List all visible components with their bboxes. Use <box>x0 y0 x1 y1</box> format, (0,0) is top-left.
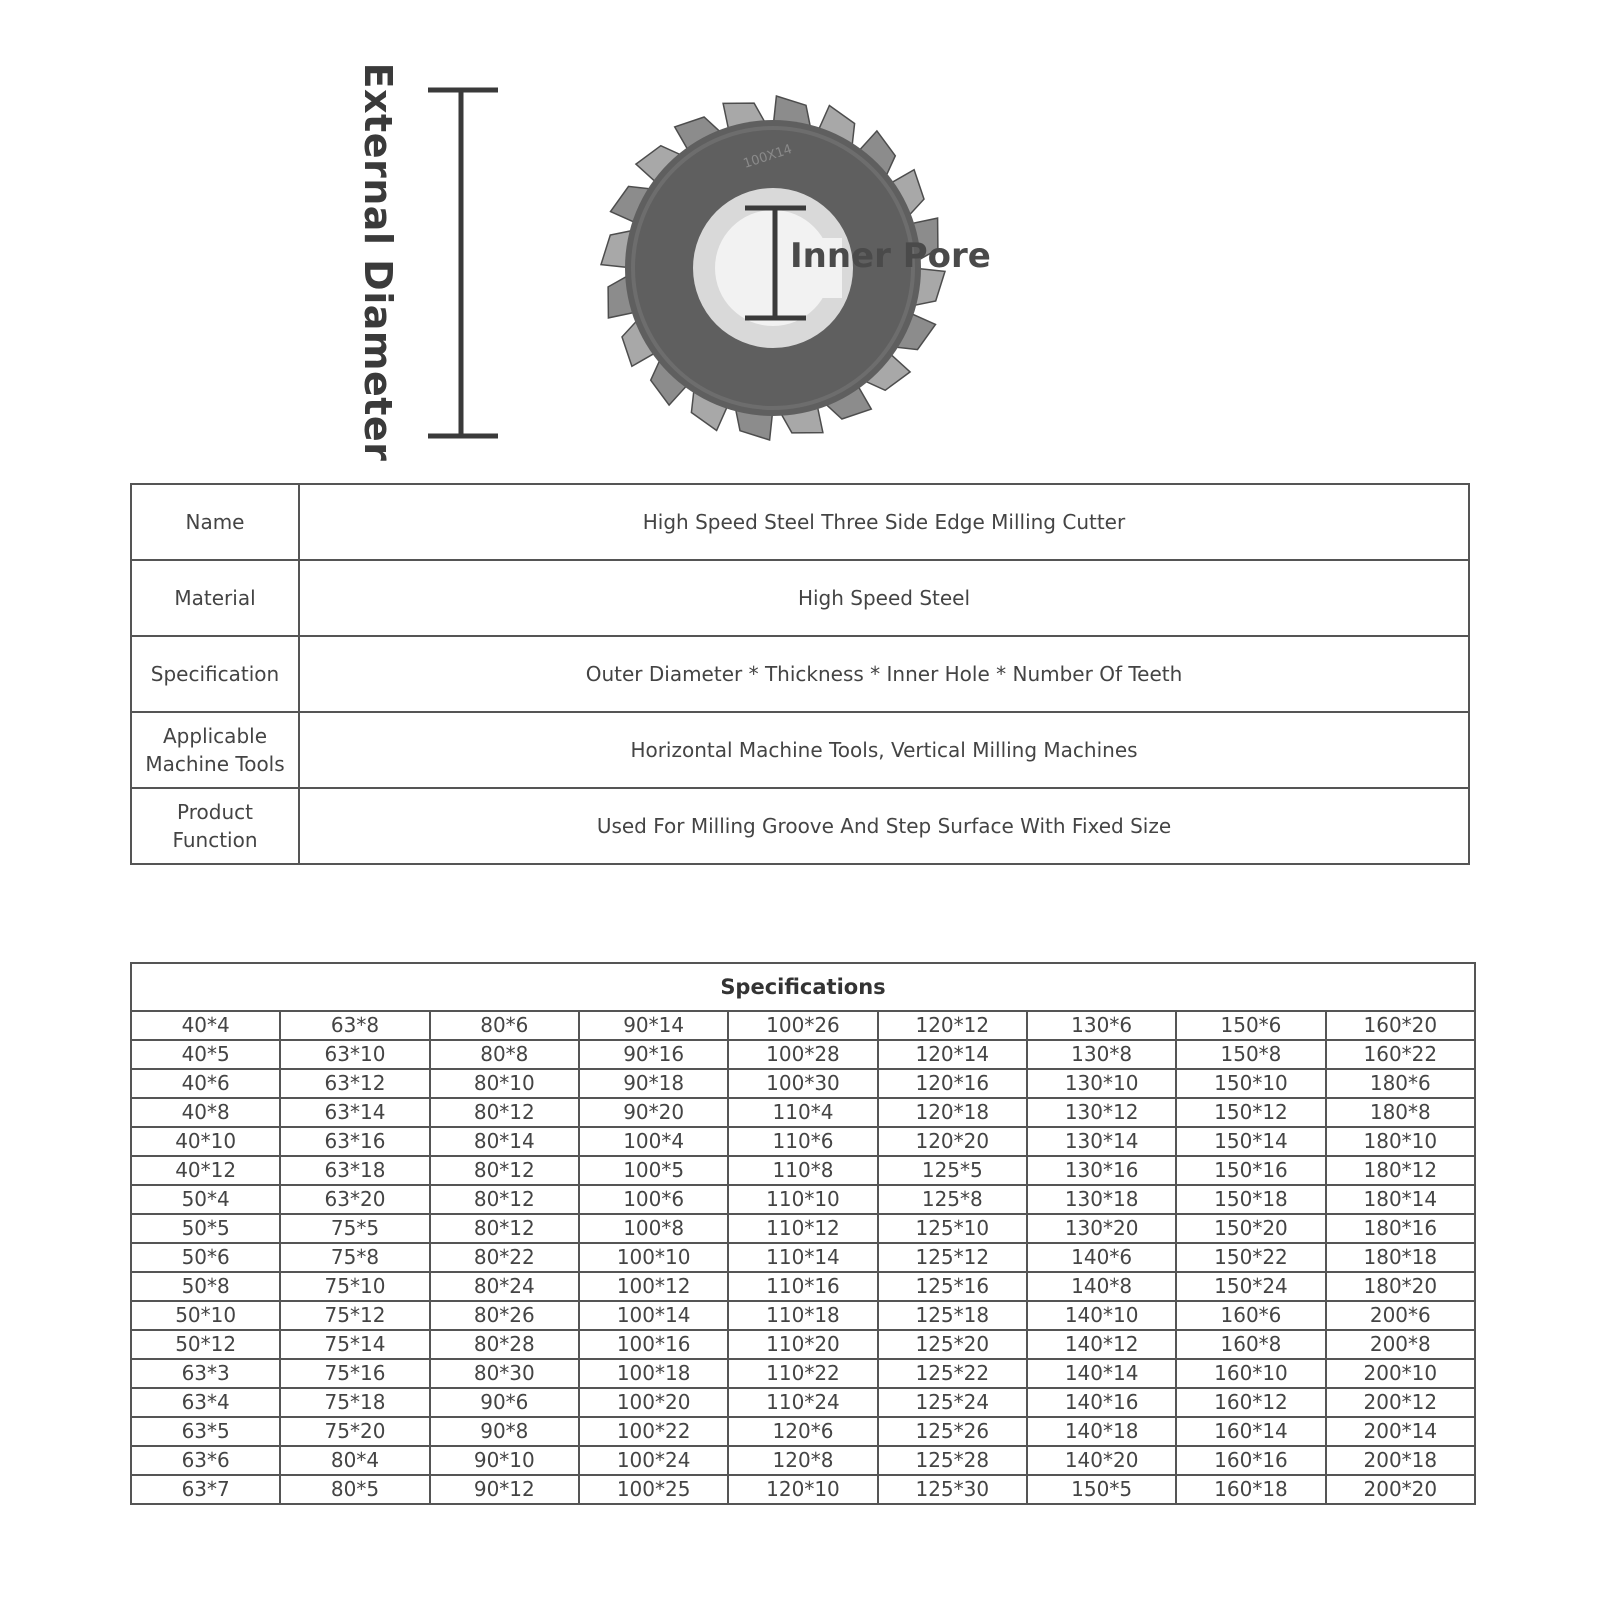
spec-cell: 130*6 <box>1027 1011 1176 1040</box>
spec-cell: 100*5 <box>579 1156 728 1185</box>
spec-cell: 75*18 <box>280 1388 429 1417</box>
spec-cell: 200*6 <box>1326 1301 1475 1330</box>
spec-cell: 140*12 <box>1027 1330 1176 1359</box>
info-value: Used For Milling Groove And Step Surface With Fixed Size <box>299 788 1469 864</box>
spec-cell: 100*14 <box>579 1301 728 1330</box>
spec-cell: 180*18 <box>1326 1243 1475 1272</box>
spec-cell: 110*16 <box>728 1272 877 1301</box>
spec-cell: 200*12 <box>1326 1388 1475 1417</box>
spec-cell: 150*5 <box>1027 1475 1176 1504</box>
spec-cell: 90*12 <box>430 1475 579 1504</box>
spec-cell: 150*8 <box>1176 1040 1325 1069</box>
spec-cell: 140*10 <box>1027 1301 1176 1330</box>
spec-cell: 125*18 <box>878 1301 1027 1330</box>
spec-row <box>131 1388 1475 1417</box>
spec-cell: 63*5 <box>131 1417 280 1446</box>
spec-cell: 80*12 <box>430 1098 579 1127</box>
spec-cell: 110*8 <box>728 1156 877 1185</box>
spec-cell: 150*10 <box>1176 1069 1325 1098</box>
spec-cell: 100*30 <box>728 1069 877 1098</box>
spec-cell: 75*16 <box>280 1359 429 1388</box>
spec-cell: 125*30 <box>878 1475 1027 1504</box>
spec-cell: 90*16 <box>579 1040 728 1069</box>
spec-cell: 100*24 <box>579 1446 728 1475</box>
spec-cell: 100*22 <box>579 1417 728 1446</box>
spec-cell: 200*8 <box>1326 1330 1475 1359</box>
spec-cell: 50*10 <box>131 1301 280 1330</box>
spec-cell: 63*3 <box>131 1359 280 1388</box>
spec-cell: 110*4 <box>728 1098 877 1127</box>
spec-cell: 50*4 <box>131 1185 280 1214</box>
spec-cell: 75*5 <box>280 1214 429 1243</box>
spec-cell: 90*8 <box>430 1417 579 1446</box>
spec-cell: 150*22 <box>1176 1243 1325 1272</box>
spec-cell: 100*26 <box>728 1011 877 1040</box>
spec-row <box>131 1243 1475 1272</box>
spec-cell: 125*16 <box>878 1272 1027 1301</box>
spec-cell: 120*14 <box>878 1040 1027 1069</box>
spec-cell: 200*18 <box>1326 1446 1475 1475</box>
spec-cell: 40*10 <box>131 1127 280 1156</box>
external-diameter-label: External Diameter <box>356 62 400 462</box>
info-label: Product Function <box>131 788 299 864</box>
info-value: Outer Diameter * Thickness * Inner Hole * Number Of Teeth <box>299 636 1469 712</box>
spec-cell: 160*6 <box>1176 1301 1325 1330</box>
info-row <box>131 636 1469 712</box>
spec-cell: 150*20 <box>1176 1214 1325 1243</box>
spec-cell: 160*20 <box>1326 1011 1475 1040</box>
spec-row <box>131 1475 1475 1504</box>
info-label: Applicable Machine Tools <box>131 712 299 788</box>
info-label: Specification <box>131 636 299 712</box>
spec-cell: 110*6 <box>728 1127 877 1156</box>
spec-row <box>131 1069 1475 1098</box>
spec-cell: 180*10 <box>1326 1127 1475 1156</box>
spec-cell: 100*16 <box>579 1330 728 1359</box>
spec-cell: 120*12 <box>878 1011 1027 1040</box>
spec-cell: 80*4 <box>280 1446 429 1475</box>
spec-cell: 125*10 <box>878 1214 1027 1243</box>
spec-cell: 63*14 <box>280 1098 429 1127</box>
info-row <box>131 788 1469 864</box>
spec-cell: 80*12 <box>430 1185 579 1214</box>
spec-cell: 140*6 <box>1027 1243 1176 1272</box>
info-row <box>131 712 1469 788</box>
spec-cell: 180*6 <box>1326 1069 1475 1098</box>
spec-cell: 90*10 <box>430 1446 579 1475</box>
spec-cell: 125*22 <box>878 1359 1027 1388</box>
spec-cell: 80*26 <box>430 1301 579 1330</box>
spec-cell: 63*7 <box>131 1475 280 1504</box>
spec-cell: 63*6 <box>131 1446 280 1475</box>
spec-row <box>131 1156 1475 1185</box>
spec-cell: 110*24 <box>728 1388 877 1417</box>
spec-cell: 63*12 <box>280 1069 429 1098</box>
product-diagram <box>0 0 1600 460</box>
spec-cell: 180*8 <box>1326 1098 1475 1127</box>
spec-row <box>131 1011 1475 1040</box>
spec-cell: 140*18 <box>1027 1417 1176 1446</box>
spec-cell: 110*14 <box>728 1243 877 1272</box>
spec-cell: 100*18 <box>579 1359 728 1388</box>
info-value: Horizontal Machine Tools, Vertical Milling Machines <box>299 712 1469 788</box>
spec-cell: 180*16 <box>1326 1214 1475 1243</box>
spec-cell: 200*14 <box>1326 1417 1475 1446</box>
spec-cell: 110*22 <box>728 1359 877 1388</box>
spec-cell: 200*20 <box>1326 1475 1475 1504</box>
spec-cell: 125*8 <box>878 1185 1027 1214</box>
spec-cell: 120*6 <box>728 1417 877 1446</box>
spec-cell: 75*12 <box>280 1301 429 1330</box>
spec-cell: 75*20 <box>280 1417 429 1446</box>
spec-cell: 63*18 <box>280 1156 429 1185</box>
spec-cell: 80*22 <box>430 1243 579 1272</box>
spec-cell: 130*8 <box>1027 1040 1176 1069</box>
spec-cell: 80*6 <box>430 1011 579 1040</box>
spec-cell: 160*18 <box>1176 1475 1325 1504</box>
spec-cell: 80*24 <box>430 1272 579 1301</box>
spec-cell: 40*12 <box>131 1156 280 1185</box>
spec-cell: 40*5 <box>131 1040 280 1069</box>
spec-row <box>131 1214 1475 1243</box>
external-diameter-bracket <box>428 90 498 436</box>
spec-cell: 63*20 <box>280 1185 429 1214</box>
spec-cell: 80*12 <box>430 1214 579 1243</box>
spec-cell: 125*28 <box>878 1446 1027 1475</box>
spec-cell: 140*20 <box>1027 1446 1176 1475</box>
spec-row <box>131 1301 1475 1330</box>
spec-cell: 180*20 <box>1326 1272 1475 1301</box>
spec-cell: 100*8 <box>579 1214 728 1243</box>
spec-cell: 40*8 <box>131 1098 280 1127</box>
info-label: Material <box>131 560 299 636</box>
diagram-graphic <box>0 0 1600 460</box>
spec-cell: 180*14 <box>1326 1185 1475 1214</box>
spec-cell: 130*16 <box>1027 1156 1176 1185</box>
spec-cell: 120*10 <box>728 1475 877 1504</box>
spec-cell: 160*12 <box>1176 1388 1325 1417</box>
spec-cell: 40*6 <box>131 1069 280 1098</box>
spec-cell: 50*6 <box>131 1243 280 1272</box>
info-value: High Speed Steel <box>299 560 1469 636</box>
spec-cell: 100*28 <box>728 1040 877 1069</box>
spec-cell: 180*12 <box>1326 1156 1475 1185</box>
spec-cell: 140*16 <box>1027 1388 1176 1417</box>
spec-cell: 120*8 <box>728 1446 877 1475</box>
spec-cell: 125*20 <box>878 1330 1027 1359</box>
spec-cell: 200*10 <box>1326 1359 1475 1388</box>
spec-cell: 130*14 <box>1027 1127 1176 1156</box>
product-info-table <box>130 483 1470 865</box>
spec-cell: 63*16 <box>280 1127 429 1156</box>
spec-cell: 125*24 <box>878 1388 1027 1417</box>
spec-cell: 120*18 <box>878 1098 1027 1127</box>
spec-cell: 120*16 <box>878 1069 1027 1098</box>
spec-cell: 125*5 <box>878 1156 1027 1185</box>
spec-cell: 80*30 <box>430 1359 579 1388</box>
spec-cell: 110*20 <box>728 1330 877 1359</box>
spec-cell: 75*8 <box>280 1243 429 1272</box>
spec-row <box>131 1446 1475 1475</box>
spec-cell: 75*14 <box>280 1330 429 1359</box>
spec-cell: 63*10 <box>280 1040 429 1069</box>
spec-cell: 90*20 <box>579 1098 728 1127</box>
spec-cell: 100*6 <box>579 1185 728 1214</box>
info-value: High Speed Steel Three Side Edge Milling Cutter <box>299 484 1469 560</box>
spec-cell: 80*8 <box>430 1040 579 1069</box>
spec-cell: 140*8 <box>1027 1272 1176 1301</box>
spec-cell: 80*10 <box>430 1069 579 1098</box>
spec-cell: 150*24 <box>1176 1272 1325 1301</box>
spec-cell: 150*6 <box>1176 1011 1325 1040</box>
spec-row <box>131 1185 1475 1214</box>
info-row <box>131 560 1469 636</box>
spec-row <box>131 1359 1475 1388</box>
spec-cell: 90*6 <box>430 1388 579 1417</box>
spec-row <box>131 1127 1475 1156</box>
spec-cell: 150*16 <box>1176 1156 1325 1185</box>
spec-cell: 130*10 <box>1027 1069 1176 1098</box>
spec-cell: 150*12 <box>1176 1098 1325 1127</box>
spec-cell: 130*20 <box>1027 1214 1176 1243</box>
spec-cell: 100*20 <box>579 1388 728 1417</box>
spec-cell: 125*26 <box>878 1417 1027 1446</box>
spec-cell: 50*8 <box>131 1272 280 1301</box>
spec-row <box>131 1040 1475 1069</box>
spec-cell: 100*25 <box>579 1475 728 1504</box>
specifications-title: Specifications <box>131 963 1475 1011</box>
spec-cell: 150*14 <box>1176 1127 1325 1156</box>
spec-cell: 75*10 <box>280 1272 429 1301</box>
spec-cell: 50*5 <box>131 1214 280 1243</box>
info-row <box>131 484 1469 560</box>
spec-cell: 80*28 <box>430 1330 579 1359</box>
inner-pore-label: Inner Pore <box>790 236 991 276</box>
spec-cell: 50*12 <box>131 1330 280 1359</box>
spec-cell: 130*12 <box>1027 1098 1176 1127</box>
info-label: Name <box>131 484 299 560</box>
spec-cell: 63*4 <box>131 1388 280 1417</box>
spec-cell: 110*12 <box>728 1214 877 1243</box>
spec-cell: 160*8 <box>1176 1330 1325 1359</box>
specifications-table <box>130 962 1476 1505</box>
spec-row <box>131 1272 1475 1301</box>
spec-cell: 125*12 <box>878 1243 1027 1272</box>
spec-cell: 80*12 <box>430 1156 579 1185</box>
spec-cell: 100*10 <box>579 1243 728 1272</box>
spec-cell: 110*10 <box>728 1185 877 1214</box>
spec-cell: 80*5 <box>280 1475 429 1504</box>
spec-cell: 100*4 <box>579 1127 728 1156</box>
spec-cell: 120*20 <box>878 1127 1027 1156</box>
spec-row <box>131 1098 1475 1127</box>
spec-row <box>131 1330 1475 1359</box>
spec-cell: 160*22 <box>1326 1040 1475 1069</box>
spec-cell: 130*18 <box>1027 1185 1176 1214</box>
spec-cell: 160*14 <box>1176 1417 1325 1446</box>
spec-cell: 140*14 <box>1027 1359 1176 1388</box>
spec-cell: 80*14 <box>430 1127 579 1156</box>
spec-cell: 160*10 <box>1176 1359 1325 1388</box>
spec-cell: 110*18 <box>728 1301 877 1330</box>
spec-cell: 90*18 <box>579 1069 728 1098</box>
spec-cell: 100*12 <box>579 1272 728 1301</box>
spec-cell: 40*4 <box>131 1011 280 1040</box>
spec-cell: 63*8 <box>280 1011 429 1040</box>
spec-row <box>131 1417 1475 1446</box>
cutter-marking: 100X14 <box>741 142 795 172</box>
spec-cell: 160*16 <box>1176 1446 1325 1475</box>
spec-cell: 90*14 <box>579 1011 728 1040</box>
spec-cell: 150*18 <box>1176 1185 1325 1214</box>
